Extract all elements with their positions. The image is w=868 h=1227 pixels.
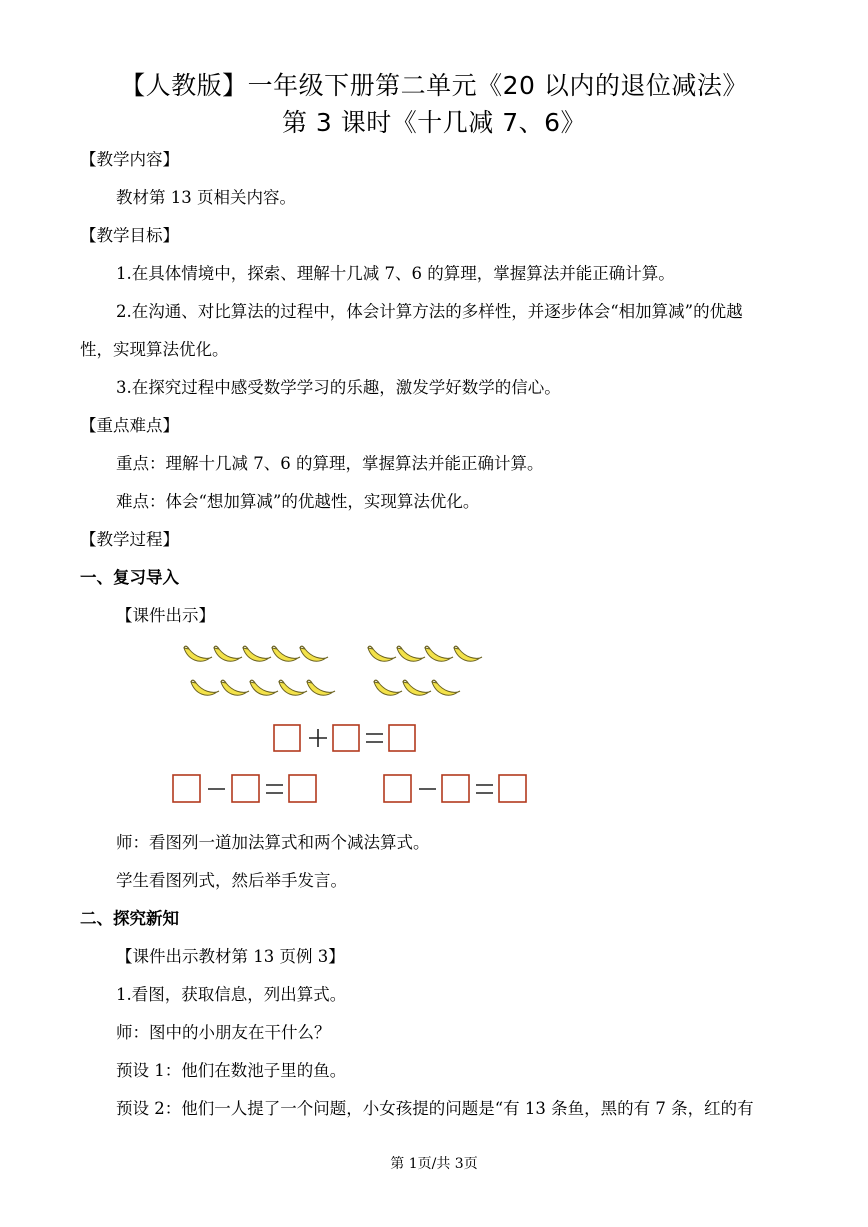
paragraph-goal-2a: 2.在沟通、对比算法的过程中，体会计算方法的多样性，并逐步体会“相加算减”的优越 <box>116 302 743 321</box>
answer-box <box>274 725 300 751</box>
paragraph-step-1: 1.看图，获取信息，列出算式。 <box>116 985 347 1004</box>
answer-box <box>442 775 469 802</box>
answer-box <box>232 775 259 802</box>
paragraph-goal-3: 3.在探究过程中感受数学学习的乐趣，激发学好数学的信心。 <box>116 378 561 397</box>
banana-icon <box>272 646 300 661</box>
answer-box <box>333 725 359 751</box>
equals-sign <box>266 785 283 793</box>
paragraph-content: 教材第 13 页相关内容。 <box>116 188 296 207</box>
banana-icon <box>300 646 328 661</box>
banana-icon <box>250 680 278 695</box>
banana-icon <box>397 646 425 661</box>
equation-subtraction-1 <box>173 775 316 802</box>
paragraph-teacher-2: 师：图中的小朋友在干什么？ <box>116 1023 331 1042</box>
document-title-line1: 【人教版】一年级下册第二单元《20 以内的退位减法》 <box>120 71 748 100</box>
banana-icon <box>279 680 307 695</box>
banana-icon <box>403 680 431 695</box>
section-heading-goals: 【教学目标】 <box>80 226 179 245</box>
answer-box <box>384 775 411 802</box>
banana-icon <box>425 646 453 661</box>
page-footer: 第 1页/共 3页 <box>390 1156 478 1172</box>
equals-sign <box>476 785 493 793</box>
part-heading-explore: 二、探究新知 <box>80 909 179 928</box>
banana-icon <box>454 646 482 661</box>
answer-box <box>499 775 526 802</box>
equals-sign <box>366 734 383 742</box>
paragraph-key-point: 重点：理解十几减 7、6 的算理，掌握算法并能正确计算。 <box>116 454 544 473</box>
banana-icon <box>214 646 242 661</box>
banana-icon <box>191 680 219 695</box>
equation-addition <box>274 725 415 751</box>
banana-icon <box>368 646 396 661</box>
banana-group-left <box>184 646 335 695</box>
paragraph-difficulty: 难点：体会“想加算减”的优越性，实现算法优化。 <box>116 492 480 511</box>
banana-icon <box>374 680 402 695</box>
paragraph-goal-2b: 性，实现算法优化。 <box>80 340 229 359</box>
paragraph-teacher-1: 师：看图列一道加法算式和两个减法算式。 <box>116 833 430 852</box>
part-heading-review: 一、复习导入 <box>80 568 179 587</box>
banana-group-right <box>368 646 482 695</box>
equation-subtraction-2 <box>384 775 526 802</box>
courseware-label-1: 【课件出示】 <box>116 606 215 625</box>
paragraph-goal-1: 1.在具体情境中，探索、理解十几减 7、6 的算理，掌握算法并能正确计算。 <box>116 264 675 283</box>
section-heading-process: 【教学过程】 <box>80 530 179 549</box>
plus-sign <box>309 729 327 747</box>
banana-icon <box>221 680 249 695</box>
banana-icon <box>243 646 271 661</box>
document-title-line2: 第 3 课时《十几减 7、6》 <box>281 108 587 137</box>
answer-box <box>389 725 415 751</box>
section-heading-content: 【教学内容】 <box>80 150 179 169</box>
answer-box <box>289 775 316 802</box>
banana-icon <box>184 646 212 661</box>
banana-icon <box>307 680 335 695</box>
answer-box <box>173 775 200 802</box>
paragraph-student-1: 学生看图列式，然后举手发言。 <box>116 871 347 890</box>
banana-icon <box>432 680 460 695</box>
section-heading-key-points: 【重点难点】 <box>80 416 179 435</box>
courseware-label-2: 【课件出示教材第 13 页例 3】 <box>116 947 345 966</box>
paragraph-preset-1: 预设 1：他们在数池子里的鱼。 <box>116 1061 347 1080</box>
paragraph-preset-2: 预设 2：他们一人提了一个问题，小女孩提的问题是“有 13 条鱼，黑的有 7 条，红的有 <box>116 1099 754 1118</box>
